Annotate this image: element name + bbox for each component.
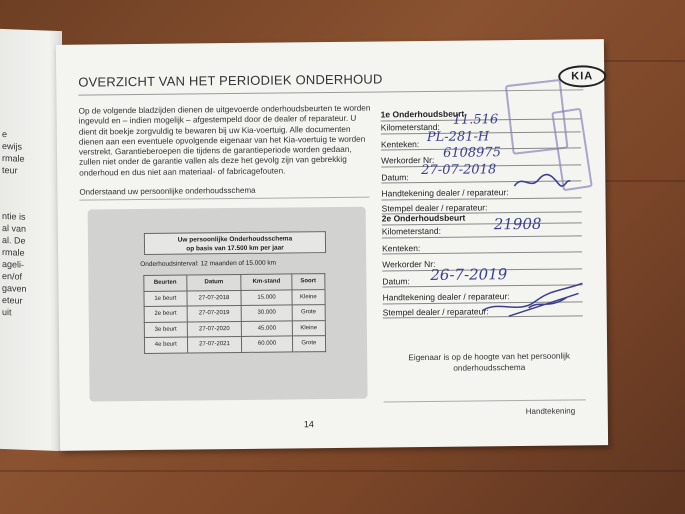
owner-statement: Eigenaar is op de hoogte van het persoonlijk onderhoudsschema	[408, 351, 571, 373]
field-label: Kenteken:	[380, 138, 420, 149]
field-label: Kenteken:	[381, 242, 421, 253]
signature-scribble	[512, 171, 572, 192]
left-fragment: en/of	[2, 270, 23, 282]
field-label: Kilometerstand:	[380, 121, 440, 133]
table-cell: Grote	[292, 305, 326, 321]
table-cell: 45.000	[242, 320, 292, 336]
left-fragment: al van	[2, 222, 27, 234]
table-cell: Grote	[292, 336, 326, 352]
table-cell: 27-07-2018	[187, 290, 242, 306]
left-fragment: uit	[2, 306, 12, 318]
schema-divider	[80, 197, 370, 201]
left-fragment: al. De	[2, 234, 26, 246]
field-kenteken	[382, 240, 582, 255]
schema-caption: Onderstaand uw persoonlijke onderhoudsschema	[79, 185, 256, 197]
signature-scribble	[478, 279, 588, 320]
handwritten-werkorder: 6108975	[442, 145, 502, 161]
booklet-page	[56, 39, 608, 451]
table-cell: 2e beurt	[144, 306, 187, 322]
left-fragment: eteur	[2, 294, 23, 306]
left-fragment: ageli-	[2, 258, 25, 270]
form-title: 2e Onderhoudsbeurt	[382, 211, 582, 225]
table-cell: 27-07-2019	[187, 305, 242, 321]
left-fragment: e	[2, 128, 8, 140]
schema-header	[144, 231, 326, 255]
table-cell: 27-07-2020	[187, 321, 242, 337]
schema-header-line1: Uw persoonlijke Onderhoudsschema	[177, 235, 293, 244]
table-cell: 1e beurt	[144, 291, 187, 307]
left-fragment: ntie is	[2, 210, 26, 222]
left-fragment: rmale	[2, 246, 25, 258]
field-label: Werkorder Nr:	[381, 154, 435, 166]
intro-paragraph: Op de volgende bladzijden dienen de uitgevoerde onderhoudsbeurten te worden ingevuld en – indien mogelijk – afgestempeld door de dealer of reparateur. U dient dit boekje zorgvuldig te bewaren bij uw Kia-voertuig. Alle documenten dienen aan een eventuele opvolgende eigenaar van het Kia-voertuig te worden verstrekt. Garantieberoepen die tijdens de garantieperiode worden gedaan, zullen niet onder de garantie vallen als deze het gevolg zijn van gebrekkig onderhoud en dus niet aan materiaal- of fabricagefouten.	[78, 103, 371, 178]
left-fragment: rmale	[2, 152, 25, 164]
column-header: Km-stand	[241, 274, 291, 290]
table-cell: 4e beurt	[144, 337, 187, 353]
left-fragment: ewijs	[2, 140, 23, 152]
field-label: Handtekening dealer / reparateur:	[382, 291, 510, 303]
previous-page	[0, 29, 62, 451]
handwritten-km: 11.516	[452, 112, 499, 128]
table-cell: 15.000	[241, 289, 291, 305]
table-cell: Kleine	[292, 289, 326, 305]
service-form-1	[381, 107, 582, 214]
page-number: 14	[303, 419, 314, 430]
field-label: Datum:	[381, 171, 409, 182]
field-label: Datum:	[382, 275, 410, 286]
left-fragment: gaven	[2, 282, 27, 294]
table-cell: Kleine	[292, 320, 326, 336]
kia-logo: KIA	[558, 65, 606, 88]
page-title: OVERZICHT VAN HET PERIODIEK ONDERHOUD	[78, 71, 383, 90]
schema-table	[143, 273, 326, 353]
field-label: Handtekening dealer / reparateur:	[381, 187, 509, 199]
table-cell: 60.000	[242, 336, 292, 352]
column-header: Soort	[291, 274, 325, 290]
handwritten-km: 21908	[493, 214, 542, 234]
signature-line	[384, 399, 586, 402]
table-cell: 30.000	[242, 305, 292, 321]
table-cell: 27-07-2021	[187, 336, 242, 352]
handwritten-kenteken: PL-281-H	[426, 128, 490, 145]
field-label: Kilometerstand:	[381, 225, 441, 237]
column-header: Beurten	[144, 275, 187, 291]
signature-label: Handtekening	[525, 406, 576, 416]
field-label: Werkorder Nr:	[382, 258, 436, 270]
left-fragment: teur	[2, 164, 18, 176]
schema-header-line2: op basis van 17.500 km per jaar	[186, 244, 284, 253]
field-label: Stempel dealer / reparateur:	[382, 305, 489, 317]
schema-interval: Onderhoudsinterval: 12 maanden of 15.000 km	[140, 259, 277, 269]
form-title: 1e Onderhoudsbeurt	[381, 107, 581, 121]
handwritten-datum: 27-07-2018	[421, 161, 497, 178]
table-row	[144, 336, 325, 353]
wood-grain	[0, 470, 685, 472]
maintenance-schema-sticker	[88, 207, 368, 402]
column-header: Datum	[186, 274, 241, 290]
table-cell: 3e beurt	[144, 322, 187, 338]
handwritten-datum: 26-7-2019	[430, 264, 508, 284]
field-label: Stempel dealer / reparateur:	[381, 201, 488, 213]
